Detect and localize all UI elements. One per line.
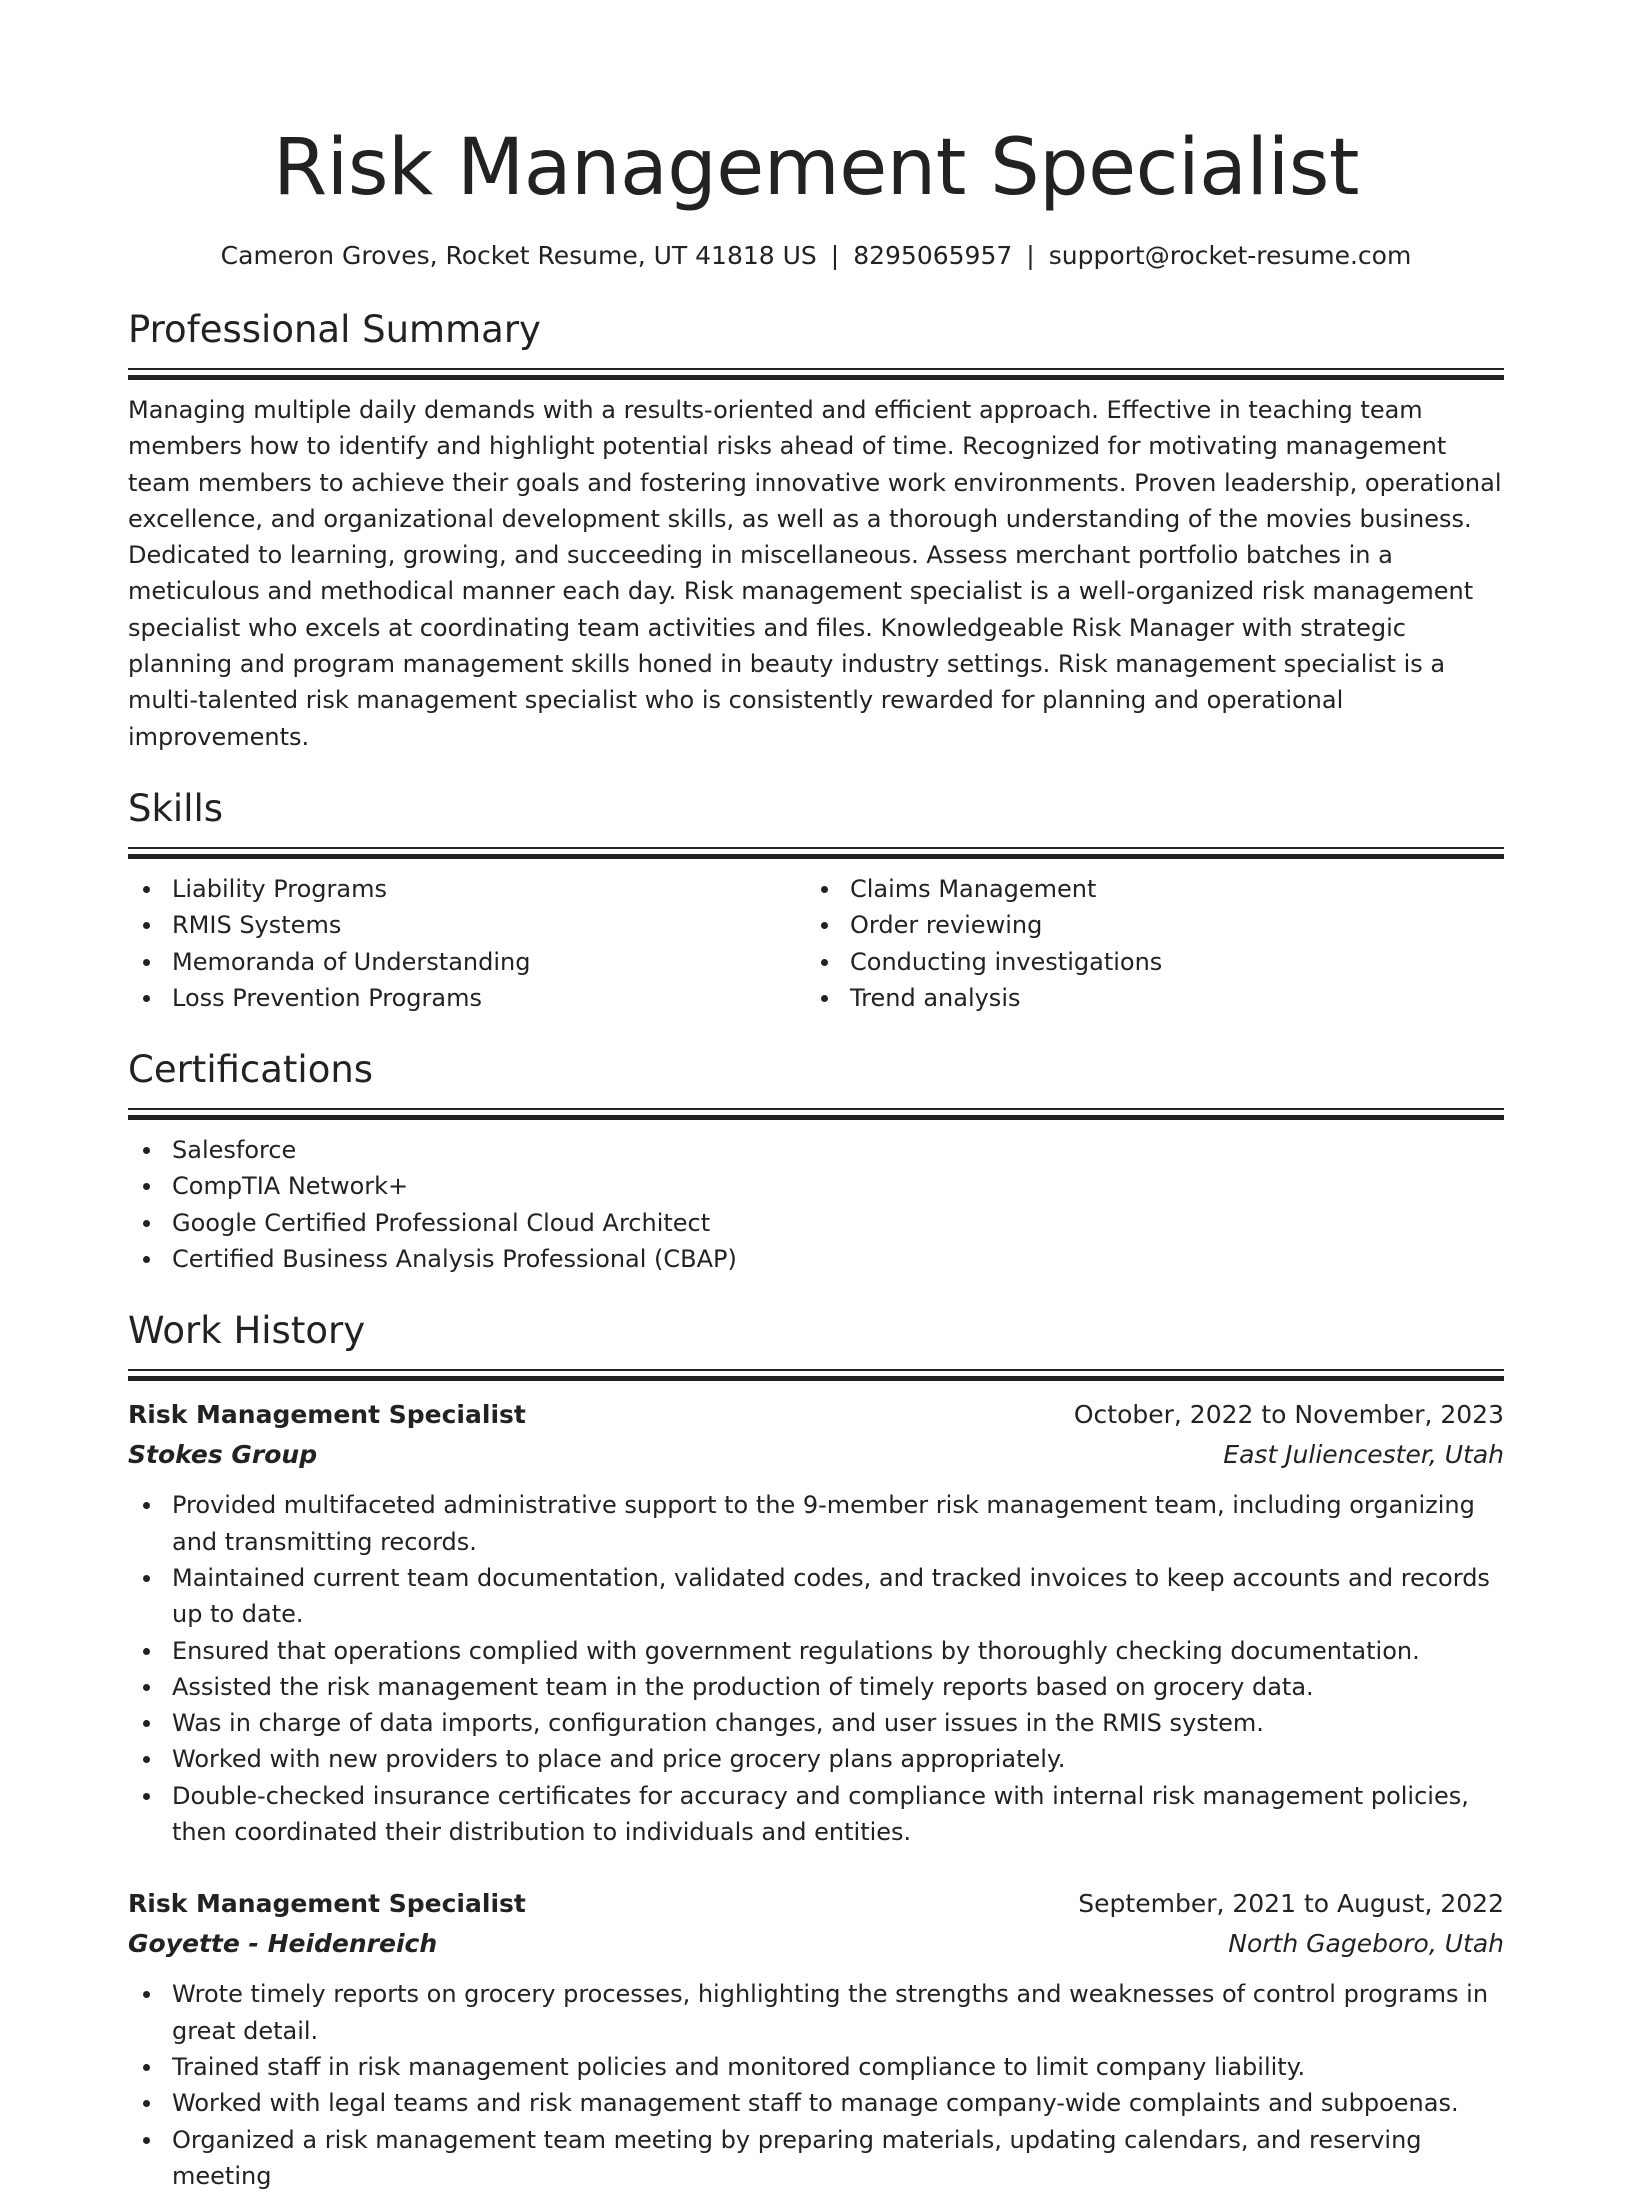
job-bullet-list	[128, 1487, 1504, 1850]
contact-email: support@rocket-resume.com	[1049, 241, 1412, 270]
skill-item: Loss Prevention Programs	[128, 980, 806, 1016]
certification-item: CompTIA Network+	[128, 1168, 1504, 1204]
resume-page	[128, 0, 1504, 2194]
job-bullet: Organized a risk management team meeting by preparing materials, updating calendars, and reserving meeting	[128, 2122, 1504, 2194]
job-title: Risk Management Specialist	[128, 1395, 526, 1435]
section-divider	[128, 847, 1504, 859]
contact-address: Cameron Groves, Rocket Resume, UT 41818 US	[221, 241, 817, 270]
job-dates: September, 2021 to August, 2022	[1078, 1884, 1504, 1924]
section-divider	[128, 1108, 1504, 1120]
job-entry	[128, 1884, 1504, 2194]
contact-phone: 8295065957	[853, 241, 1012, 270]
section-divider	[128, 368, 1504, 380]
section-divider	[128, 1369, 1504, 1381]
job-dates: October, 2022 to November, 2023	[1074, 1395, 1504, 1435]
job-bullet: Worked with legal teams and risk management staff to manage company-wide complaints and subpoenas.	[128, 2085, 1504, 2121]
section-heading-certifications: Certifications	[128, 1046, 1504, 1094]
summary-section	[128, 306, 1504, 755]
job-bullet-list	[128, 1976, 1504, 2194]
job-bullet: Ensured that operations complied with government regulations by thoroughly checking documentation.	[128, 1633, 1504, 1669]
job-header-row	[128, 1884, 1504, 1924]
job-header-row	[128, 1395, 1504, 1435]
contact-line	[128, 238, 1504, 274]
skills-grid	[128, 871, 1504, 1016]
job-bullet: Maintained current team documentation, validated codes, and tracked invoices to keep accounts and records up to date.	[128, 1560, 1504, 1633]
section-heading-summary: Professional Summary	[128, 306, 1504, 354]
job-bullet: Worked with new providers to place and price grocery plans appropriately.	[128, 1741, 1504, 1777]
summary-text: Managing multiple daily demands with a results-oriented and efficient approach. Effective in teaching team members how to identify and highlight potential risks ahead of time. Recognized for motivating management team members to achieve their goals and fostering innovative work environments. Proven leadership, operational excellence, and organizational development skills, as well as a thorough understanding of the movies business. Dedicated to learning, growing, and succeeding in miscellaneous. Assess merchant portfolio batches in a meticulous and methodical manner each day. Risk management specialist is a well-organized risk management specialist who excels at coordinating team activities and files. Knowledgeable Risk Manager with strategic planning and program management skills honed in beauty industry settings. Risk management specialist is a multi-talented risk management specialist who is consistently rewarded for planning and operational improvements.	[128, 392, 1504, 755]
section-heading-work-history: Work History	[128, 1307, 1504, 1355]
skills-column-right	[806, 871, 1484, 1016]
certification-list	[128, 1132, 1504, 1277]
job-subheader-row	[128, 1924, 1504, 1964]
job-company: Stokes Group	[128, 1435, 317, 1475]
resume-title: Risk Management Specialist	[128, 0, 1504, 218]
contact-separator: |	[1026, 238, 1034, 274]
skill-item: Claims Management	[806, 871, 1484, 907]
skills-section	[128, 785, 1504, 1016]
certification-item: Google Certified Professional Cloud Architect	[128, 1205, 1504, 1241]
job-bullet: Assisted the risk management team in the production of timely reports based on grocery data.	[128, 1669, 1504, 1705]
job-bullet: Provided multifaceted administrative support to the 9-member risk management team, including organizing and transmitting records.	[128, 1487, 1504, 1560]
job-title: Risk Management Specialist	[128, 1884, 526, 1924]
skills-column-left	[128, 871, 806, 1016]
skill-item: Liability Programs	[128, 871, 806, 907]
skill-item: Trend analysis	[806, 980, 1484, 1016]
job-location: East Juliencester, Utah	[1223, 1435, 1504, 1475]
certification-item: Certified Business Analysis Professional (CBAP)	[128, 1241, 1504, 1277]
job-bullet: Wrote timely reports on grocery processes, highlighting the strengths and weaknesses of control programs in great detail.	[128, 1976, 1504, 2049]
skill-item: Memoranda of Understanding	[128, 944, 806, 980]
job-bullet: Trained staff in risk management policies and monitored compliance to limit company liability.	[128, 2049, 1504, 2085]
skill-item: Conducting investigations	[806, 944, 1484, 980]
skill-item: Order reviewing	[806, 907, 1484, 943]
job-bullet: Double-checked insurance certificates for accuracy and compliance with internal risk management policies, then coordinated their distribution to individuals and entities.	[128, 1778, 1504, 1851]
certifications-section	[128, 1046, 1504, 1277]
contact-separator: |	[831, 238, 839, 274]
job-bullet: Was in charge of data imports, configuration changes, and user issues in the RMIS system.	[128, 1705, 1504, 1741]
job-location: North Gageboro, Utah	[1228, 1924, 1504, 1964]
job-entry	[128, 1395, 1504, 1850]
job-company: Goyette - Heidenreich	[128, 1924, 437, 1964]
certification-item: Salesforce	[128, 1132, 1504, 1168]
section-heading-skills: Skills	[128, 785, 1504, 833]
job-subheader-row	[128, 1435, 1504, 1475]
skill-item: RMIS Systems	[128, 907, 806, 943]
work-history-section	[128, 1307, 1504, 2194]
